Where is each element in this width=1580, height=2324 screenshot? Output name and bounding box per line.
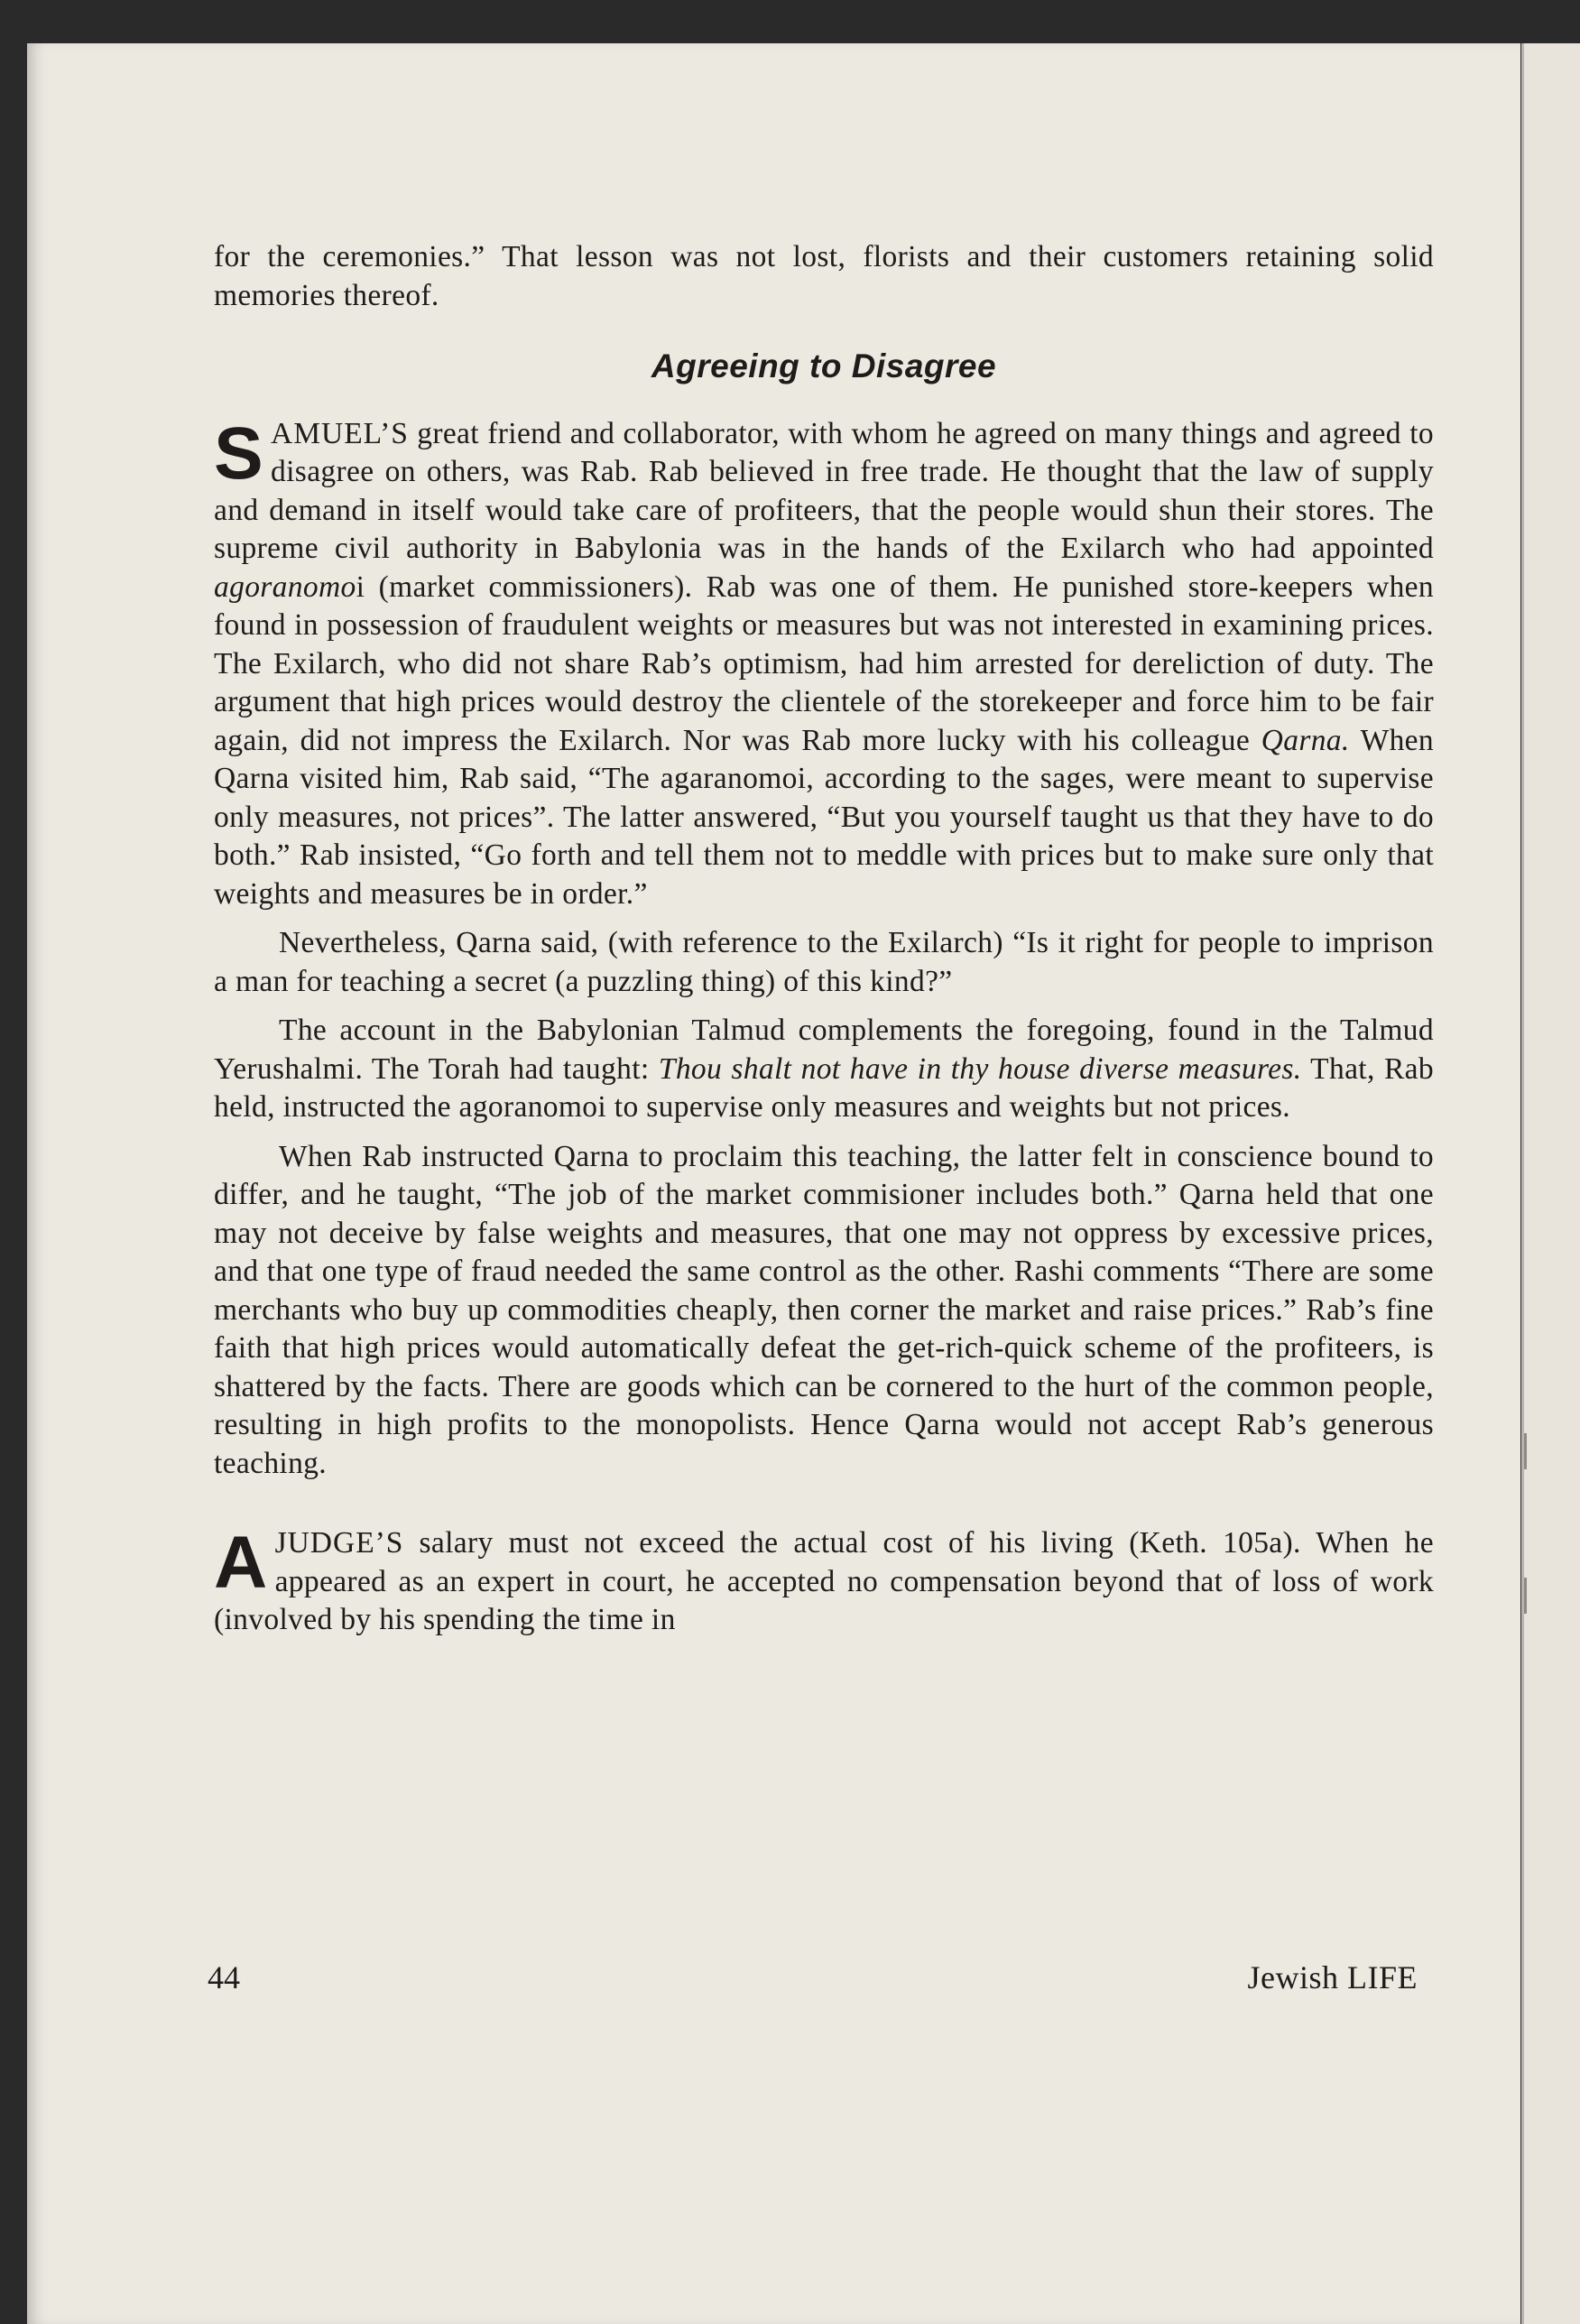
paragraph-text: When Qarna visited him, Rab said, “The agaranomoi, according to the sages, were meant to supervise only measures, not prices”. The latter answered, “But you yourself taught us that they have to do both.” Rab insisted, “Go forth and tell them not to meddle with prices but to make sure only that weights and measures be in order.” (214, 723, 1434, 911)
italic-term: agoranomo (214, 569, 356, 604)
paragraph-account (214, 1012, 1434, 1127)
section-title: Agreeing to Disagree (651, 347, 997, 384)
paragraph-text: great friend and collaborator, with whom he agreed on many things and agreed to disagree on others, was Rab. Rab believed in free trade. He thought that the law of supply and demand in itself would take care of profiteers, that the people would shun their stores. The supreme civil authority in Babylonia was in the hands of the Exilarch who had appointed (214, 416, 1434, 565)
lead-caps: AMUEL’S (271, 416, 409, 450)
paragraph-text: That, Rab held, instructed the agoranomoi to supervise only measures and weights but not prices. (214, 1051, 1434, 1124)
page-edge-mark (1524, 1578, 1527, 1614)
paragraph-qarna: When Rab instructed Qarna to proclaim this teaching, the latter felt in conscience bound to differ, and he taught, “The job of the market commisioner includes both.” Qarna held that one may not deceive by false weights and measures, that one may not oppress by excessive prices, and that one type of fraud needed the same control as the other. Rashi comments “There are some merchants who buy up commodities cheaply, then corner the market and raise prices.” Rab’s fine faith that high prices would automatically defeat the get-rich-quick scheme of the profiteers, is shattered by the facts. There are goods which can be cornered to the hurt of the common people, resulting in high profits to the monopolists. Hence Qarna would not accept Rab’s generous teaching. (214, 1139, 1434, 1480)
paragraph-text: The account in the Babylonian Talmud complements the foregoing, found in the Talmud Yerushalmi. The Torah had taught: (214, 1014, 1434, 1086)
page-number: 44 (208, 1959, 240, 1995)
paragraph-nevertheless: Nevertheless, Qarna said, (with reference to the Exilarch) “Is it right for people to imprison a man for teaching a secret (a puzzling thing) of this kind?” (214, 926, 1434, 998)
facing-page-edge (1521, 43, 1580, 2324)
drop-cap-s: S (214, 412, 264, 495)
continuation-paragraph: for the ceremonies.” That lesson was not lost, florists and their customers retaining solid memories thereof. (214, 240, 1434, 312)
paragraph-judge (214, 1524, 1434, 1640)
lead-caps: JUDGE’S (274, 1526, 404, 1560)
text-column (214, 238, 1434, 1640)
drop-cap-a: A (214, 1522, 268, 1604)
italic-quote: Thou shalt not have in thy house diverse measures. (658, 1051, 1302, 1086)
running-footer-title: Jewish LIFE (1247, 1959, 1418, 1995)
paragraph-text: i (market commissioners). Rab was one of them. He punished store-keepers when found in possession of fraudulent weights or measures but was not interested in examining prices. The Exilarch, who did not share Rab’s optimism, had him arrested for dereliction of duty. The argument that high prices would destroy the clientele of the storekeeper and force him to be fair again, did not impress the Exilarch. Nor was Rab more lucky with his colleague (214, 569, 1434, 757)
paragraph-samuel (214, 412, 1434, 914)
italic-name: Qarna. (1261, 723, 1350, 757)
page-edge-mark (1524, 1433, 1527, 1469)
paragraph-text: salary must not exceed the actual cost of his living (Keth. 105a). When he appeared as an expert in court, he accepted no compensation beyond that of loss of work (involved by his spending the time in (214, 1526, 1434, 1636)
